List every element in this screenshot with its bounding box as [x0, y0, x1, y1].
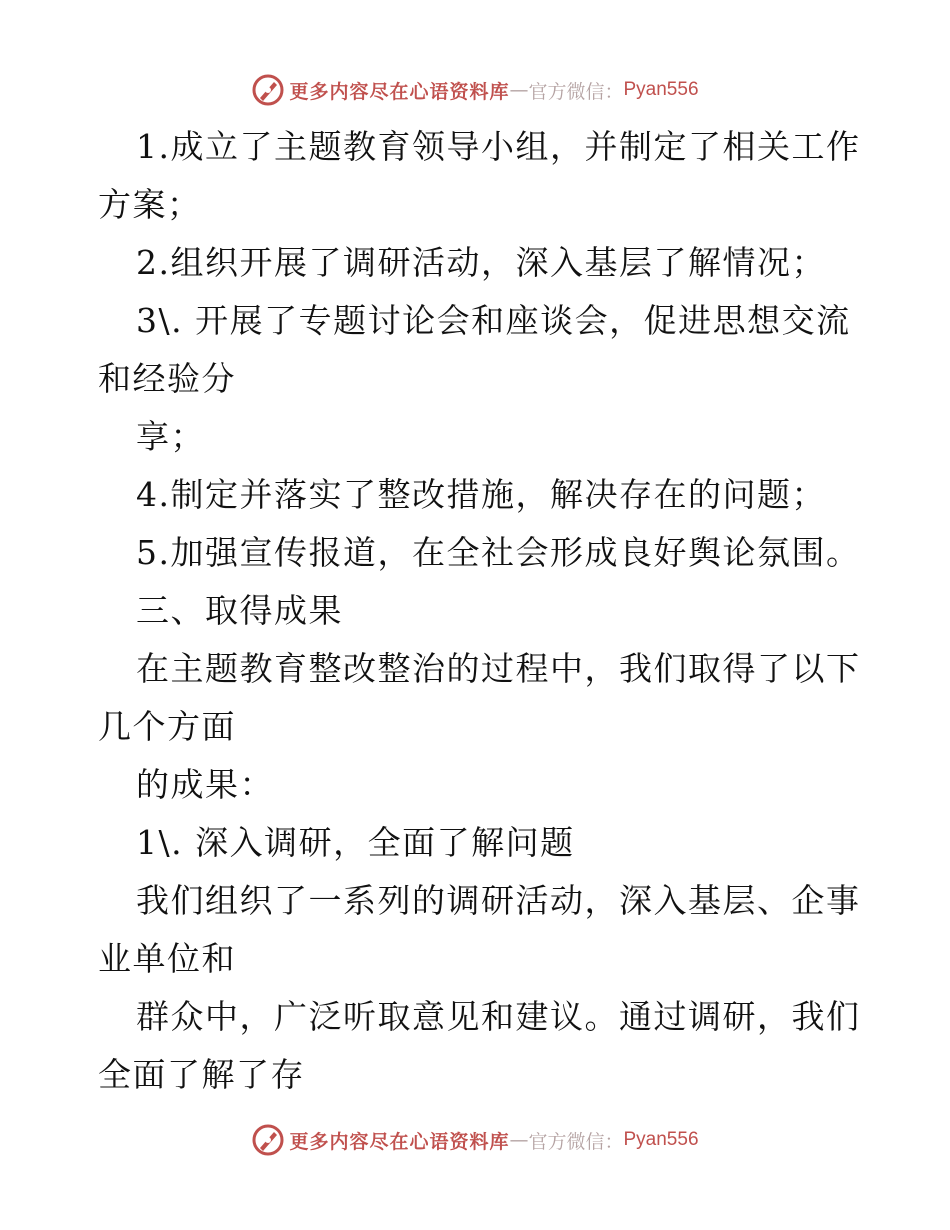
header-watermark: [0, 72, 950, 108]
document-body: [98, 118, 861, 1104]
watermark-account: Pyan556: [623, 1129, 699, 1150]
watermark-main-text: 更多内容尽在心语资料库: [289, 1130, 510, 1153]
text-line: 1.成立了主题教育领导小组，并制定了相关工作: [136, 127, 861, 166]
text-line: 在主题教育整改整治的过程中，我们取得了以下: [136, 649, 861, 688]
text-line: 几个方面: [98, 707, 236, 746]
watermark-separator: —: [509, 79, 529, 101]
text-line: 3\. 开展了专题讨论会和座谈会，促进思想交流: [136, 301, 851, 340]
text-line: 业单位和: [98, 939, 236, 978]
text-line: 4.制定并落实了整改措施，解决存在的问题；: [136, 475, 826, 514]
watermark-account: Pyan556: [623, 79, 699, 100]
watermark-separator: —: [509, 1129, 529, 1151]
text-line: 5.加强宣传报道，在全社会形成良好舆论氛围。: [136, 533, 861, 572]
text-line: 群众中，广泛听取意见和建议。通过调研，我们: [136, 997, 861, 1036]
subsection-heading: 1\. 深入调研，全面了解问题: [136, 823, 575, 862]
text-line: 的成果：: [136, 765, 274, 804]
footer-watermark: [0, 1122, 950, 1158]
text-line: 2.组织开展了调研活动，深入基层了解情况；: [136, 243, 826, 282]
watermark-sub-text: 官方微信：: [528, 80, 624, 103]
section-heading: 三、取得成果: [136, 591, 343, 630]
pen-circle-logo-icon: [251, 73, 285, 107]
watermark-sub-text: 官方微信：: [528, 1130, 624, 1153]
text-line: 全面了解了存: [98, 1055, 305, 1094]
pen-circle-logo-icon: [251, 1123, 285, 1157]
text-line: 享；: [136, 417, 205, 456]
watermark-main-text: 更多内容尽在心语资料库: [289, 80, 510, 103]
text-line: 我们组织了一系列的调研活动，深入基层、企事: [136, 881, 861, 920]
text-line: 和经验分: [98, 359, 236, 398]
text-line: 方案；: [98, 185, 202, 224]
